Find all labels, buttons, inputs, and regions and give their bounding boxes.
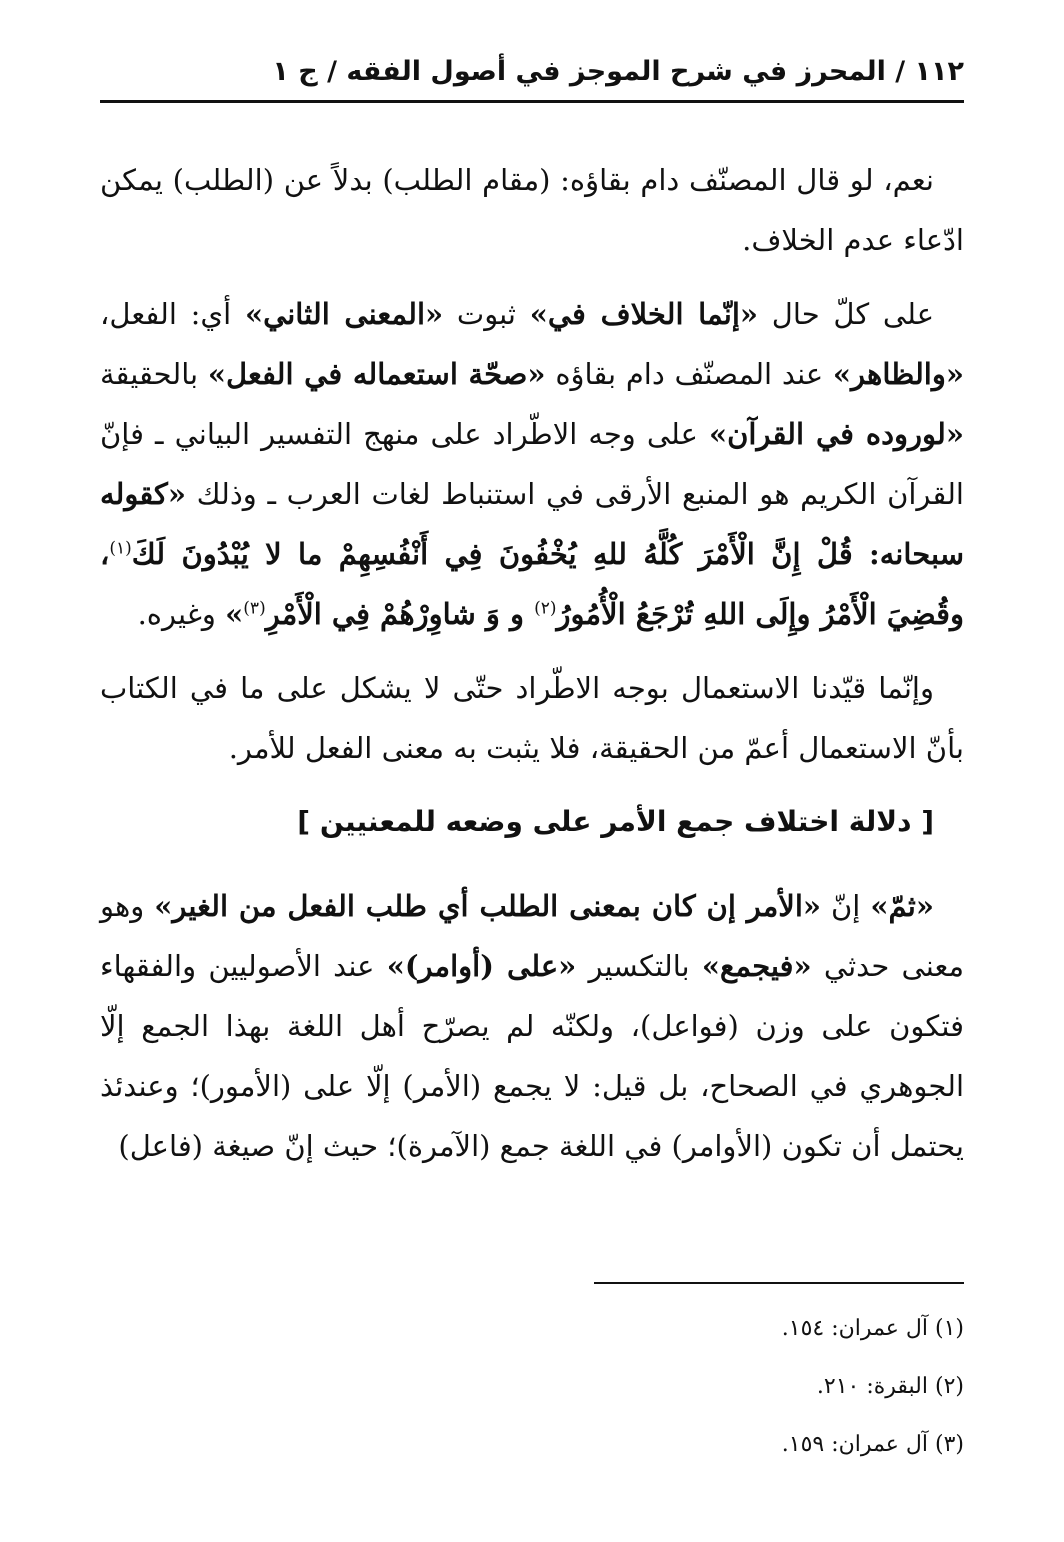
p4-bold-4: «على (أوامر)»	[386, 949, 577, 983]
paragraph-1: نعم، لو قال المصنّف دام بقاؤه: (مقام الطلب) بدلاً عن (الطلب) يمكن ادّعاء عدم الخلاف.	[100, 163, 964, 257]
p2-text-5: بالحقيقة	[100, 357, 208, 391]
footnote-2: (٢) البقرة: ٢١٠.	[816, 1374, 964, 1399]
quote-close: »	[225, 597, 244, 631]
footnote-1: (١) آل عمران: ١٥٤.	[781, 1316, 964, 1341]
p4-text-4: عند الأصوليين والفقهاء فتكون على وزن (فواعل)، ولكنّه لم يصرّح أهل اللغة بهذا الجمع إلّا الجوهري في الصحاح، بل قيل: لا يجمع (الأمر) إلّا على (الأمور)؛ وعندئذ يحتمل أن تكون (الأوامر) في اللغة جمع (الآمرة)؛ حيث إنّ صيغة (فاعل)	[100, 949, 964, 1163]
footnote-ref-1: (١)	[109, 538, 132, 559]
p2-bold-3: «والظاهر»	[832, 357, 964, 391]
section-heading: [ دلالة اختلاف جمع الأمر على وضعه للمعنيين ]	[297, 805, 934, 838]
p2-text-4: عند المصنّف دام بقاؤه	[545, 357, 833, 391]
paragraph-4	[100, 876, 964, 1176]
footnote-ref-3: (٣)	[243, 598, 266, 619]
p2-text-2: ثبوت	[443, 297, 530, 331]
footnote-ref-2: (٢)	[534, 598, 557, 619]
p4-bold-1: «ثمّ»	[870, 889, 934, 923]
p4-bold-3: «فيجمع»	[701, 949, 812, 983]
p2-text-3: أي: الفعل،	[100, 297, 245, 331]
p2-bold-5: «لوروده في القرآن»	[708, 417, 964, 451]
footnote-rule	[594, 1282, 964, 1284]
p2-text-1: على كلّ حال	[758, 297, 935, 331]
p2-text-6: على وجه الاطّراد على منهج التفسير البياني ـ فإنّ القرآن الكريم هو المنبع الأرقى في استنباط لغات العرب ـ وذلك	[100, 417, 964, 511]
quran-quote-1: «كقوله سبحانه: قُلْ إِنَّ الْأَمْرَ كُلَّهُ للهِ يُخْفُونَ فِي أَنْفُسِهِمْ ما لا يُبْدُونَ لَكَ	[100, 477, 964, 571]
header-rule	[100, 100, 964, 103]
running-header: ١١٢ / المحرز في شرح الموجز في أصول الفقه / ج ١	[272, 56, 964, 87]
footnotes	[100, 1300, 964, 1474]
p4-bold-2: «الأمر إن كان بمعنى الطلب أي طلب الفعل من الغير»	[154, 889, 822, 923]
p2-text-7: وغيره.	[137, 597, 226, 631]
quran-quote-2: ، وقُضِيَ الْأَمْرُ وإِلَى اللهِ تُرْجَعُ الْأُمُورُ	[100, 537, 964, 631]
p4-text-1: إنّ	[821, 889, 871, 923]
body-text	[100, 150, 964, 1190]
quran-quote-3: و وَ شاوِرْهُمْ فِي الْأَمْرِ	[265, 597, 535, 631]
p2-bold-4: «صحّة استعماله في الفعل»	[207, 357, 546, 391]
p2-bold-1: «إنّما الخلاف في»	[529, 297, 759, 331]
p4-text-2: وهو معنى حدثي	[100, 889, 964, 983]
p4-text-3: بالتكسير	[576, 949, 702, 983]
paragraph-2	[100, 284, 964, 644]
p2-bold-2: «المعنى الثاني»	[244, 297, 444, 331]
footnote-3: (٣) آل عمران: ١٥٩.	[781, 1432, 964, 1457]
paragraph-3: وإنّما قيّدنا الاستعمال بوجه الاطّراد حتّى لا يشكل على ما في الكتاب بأنّ الاستعمال أعمّ من الحقيقة، فلا يثبت به معنى الفعل للأمر.	[100, 671, 964, 765]
